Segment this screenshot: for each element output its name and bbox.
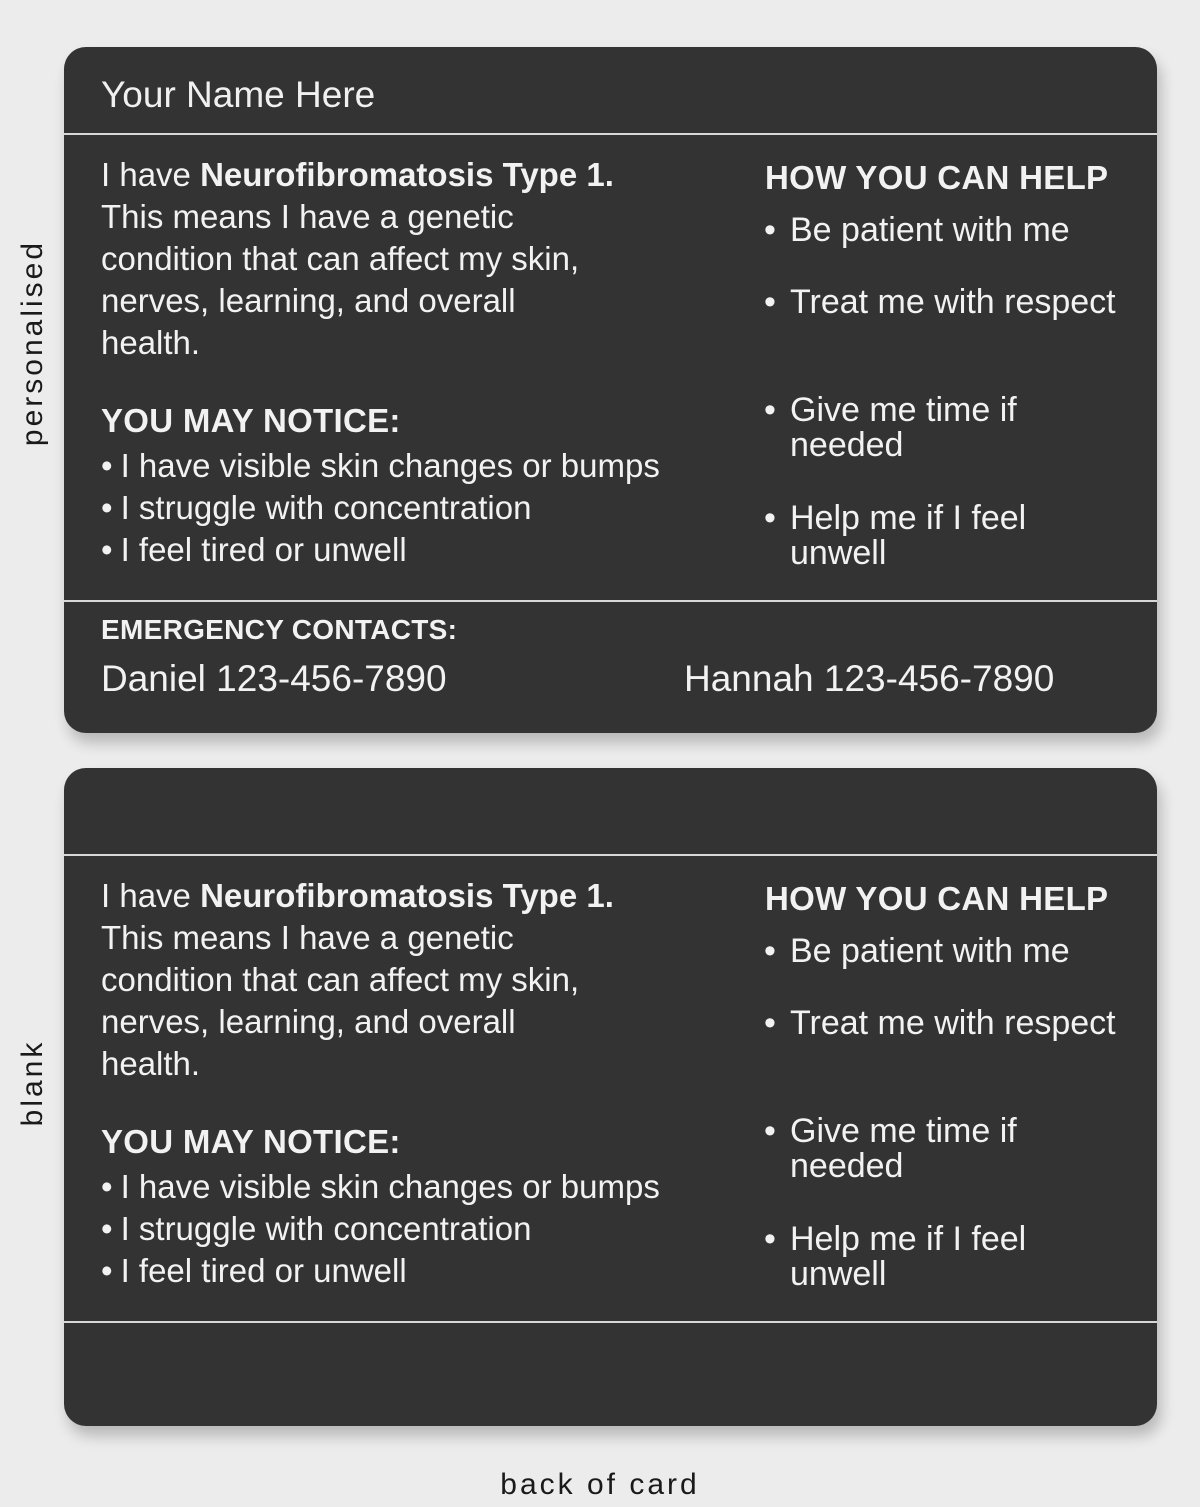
caption: back of card — [500, 1468, 700, 1501]
emergency-contact: Hannah 123-456-7890 — [684, 658, 1055, 699]
card-holder-name: Your Name Here — [101, 74, 376, 115]
notice-item: • I have visible skin changes or bumps — [101, 445, 660, 487]
notice-item: • I feel tired or unwell — [101, 1250, 660, 1292]
condition-intro: I have Neurofibromatosis Type 1. This means I have a genetic condition that can affect my skin, nerves, learning, and overall health. — [101, 156, 614, 361]
help-item: • Help me if I feel unwell — [764, 499, 1027, 572]
divider — [64, 133, 1157, 135]
blank-label: blank — [16, 1039, 49, 1127]
help-item: • Give me time if needed — [764, 1112, 1017, 1185]
notice-list — [101, 1166, 660, 1292]
notice-item: • I struggle with concentration — [101, 1208, 660, 1250]
divider — [64, 854, 1157, 856]
help-item: • Be patient with me — [764, 211, 1070, 249]
divider — [64, 1321, 1157, 1323]
notice-title: YOU MAY NOTICE: — [101, 1123, 401, 1160]
notice-title: YOU MAY NOTICE: — [101, 402, 401, 439]
notice-list — [101, 445, 660, 571]
emergency-contact: Daniel 123-456-7890 — [101, 658, 447, 699]
help-item: • Give me time if needed — [764, 391, 1017, 464]
personalised-label: personalised — [16, 239, 49, 447]
help-item: • Help me if I feel unwell — [764, 1220, 1027, 1293]
help-item: • Treat me with respect — [764, 1004, 1116, 1042]
help-item: • Be patient with me — [764, 932, 1070, 970]
emergency-title: EMERGENCY CONTACTS: — [101, 614, 458, 645]
condition-intro: I have Neurofibromatosis Type 1. This means I have a genetic condition that can affect my skin, nerves, learning, and overall health. — [101, 877, 614, 1082]
blank-card — [64, 768, 1157, 1426]
notice-item: • I have visible skin changes or bumps — [101, 1166, 660, 1208]
notice-item: • I struggle with concentration — [101, 487, 660, 529]
help-title: HOW YOU CAN HELP — [765, 159, 1109, 196]
help-item: • Treat me with respect — [764, 283, 1116, 321]
notice-item: • I feel tired or unwell — [101, 529, 660, 571]
divider — [64, 600, 1157, 602]
help-title: HOW YOU CAN HELP — [765, 880, 1109, 917]
personalised-card — [64, 47, 1157, 733]
